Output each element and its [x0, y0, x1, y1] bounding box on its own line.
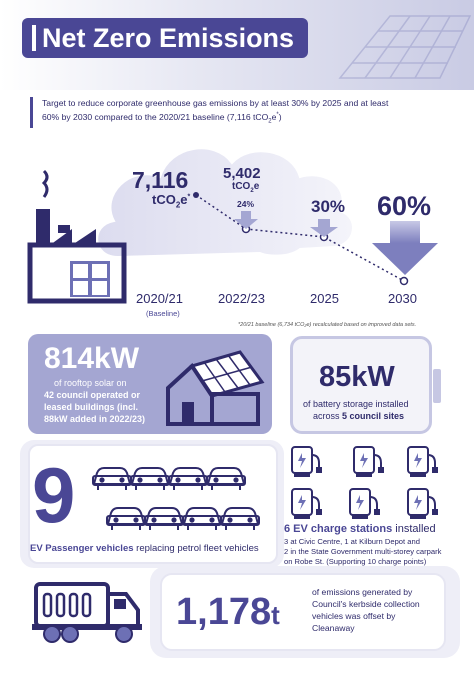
battery-icon [433, 369, 441, 403]
charge-line1: 3 at Civic Centre, 1 at Kilburn Depot and [284, 537, 420, 546]
year-2030: 2030 [388, 291, 417, 306]
waste-line3: vehicles was offset by [312, 611, 396, 621]
waste-card [160, 573, 446, 651]
y2030-pct: 60% [377, 191, 432, 221]
baseline-label: (Baseline) [146, 309, 180, 318]
battery-line1: of battery storage installed [303, 399, 409, 409]
battery-card [290, 336, 432, 434]
waste-line4: Cleanaway [312, 623, 355, 633]
baseline-value: 7,116 [132, 167, 189, 193]
solar-value: 814kW [44, 342, 140, 375]
header-banner [0, 0, 474, 90]
house-solar-icon [162, 344, 266, 426]
y2025-pct: 30% [311, 197, 346, 216]
timeline-graphic [0, 125, 474, 340]
car-icons [92, 460, 272, 538]
year-2022-23: 2022/23 [218, 291, 265, 306]
battery-line2: across 5 council sites [313, 411, 405, 421]
ev-card [28, 444, 278, 564]
baseline-unit: tCO$_2$e* [152, 192, 191, 210]
year-2020-21: 2020/21 [136, 291, 183, 306]
waste-line1: of emissions generated by [312, 587, 413, 597]
solar-line3: leased buildings (incl. [44, 402, 139, 412]
ev-count: 9 [32, 451, 76, 539]
solar-panel-icon [330, 8, 474, 86]
footnote: *20/21 baseline (6,734 tCO₂e) recalculated based on improved data sets. [238, 322, 417, 328]
ev-caption: EV Passenger vehicles replacing petrol fleet vehicles [30, 543, 259, 554]
intro-text: Target to reduce corporate greenhouse gas emissions by at least 30% by 2025 and at least 60% by 2030 compared to the 2020/21 baseline (7,116 tCO$_2$e*) [30, 97, 450, 128]
waste-value: 1,178t [176, 591, 280, 633]
solar-line4: 88kW added in 2022/23) [44, 414, 146, 424]
y2223-pct: 24% [237, 199, 255, 209]
charge-line3: on Robe St. (Supporting 10 charge points) [284, 557, 427, 566]
page-title: Net Zero Emissions [22, 18, 308, 58]
waste-line2: Council's kerbside collection [312, 599, 420, 609]
charge-line2: 2 in the State Government multi-storey carpark [284, 547, 442, 556]
year-2025: 2025 [310, 291, 339, 306]
y2223-value: 5,402 [223, 165, 261, 182]
charge-title: 6 EV charge stations installed [284, 523, 436, 535]
truck-icon [30, 578, 148, 648]
battery-value: 85kW [319, 361, 395, 393]
solar-line1: of rooftop solar on [54, 378, 127, 388]
y2223-unit: tCO$_2$e [232, 181, 260, 194]
solar-card [28, 334, 272, 434]
ev-charger-icons [290, 445, 450, 523]
solar-line2: 42 council operated or [44, 390, 141, 400]
